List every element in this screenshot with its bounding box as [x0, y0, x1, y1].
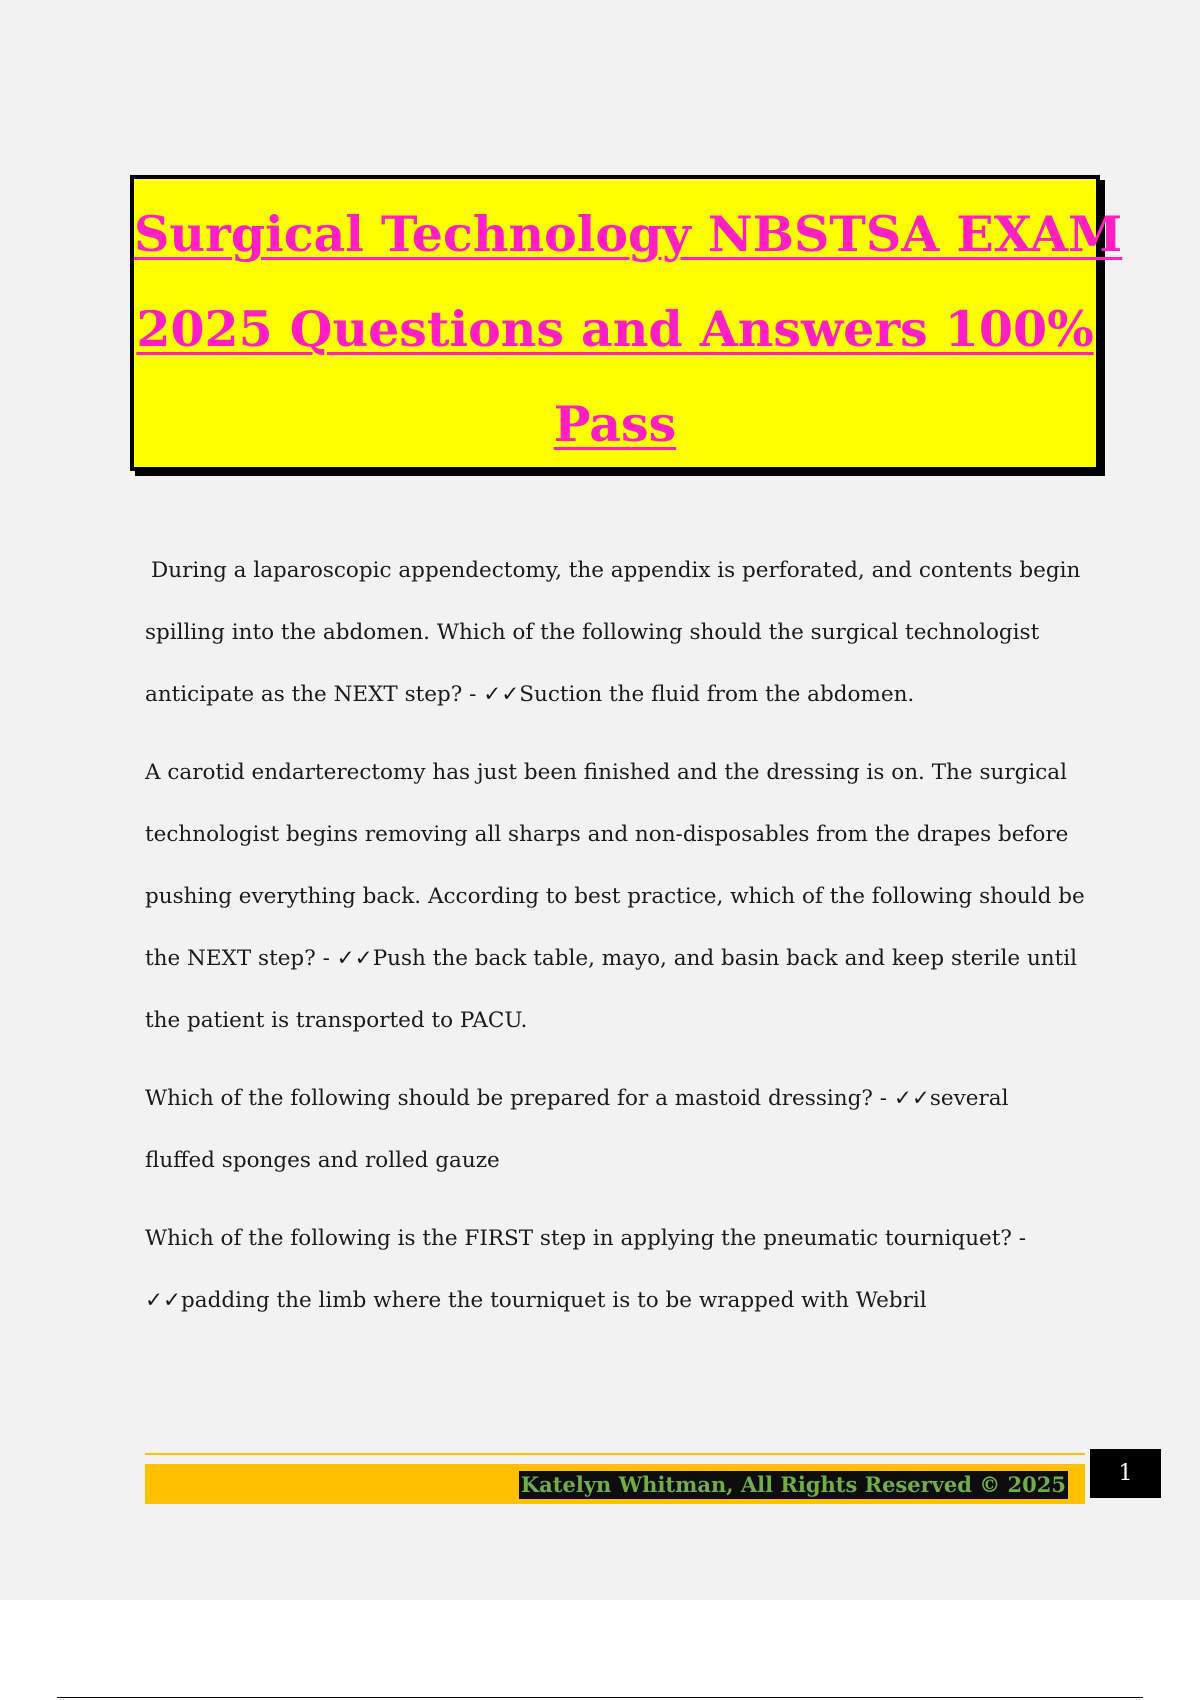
double-check-icon: ✓✓ — [483, 682, 520, 707]
qa-item-2 — [145, 742, 1085, 1052]
footer-copyright: Katelyn Whitman, All Rights Reserved © 2025 — [520, 1472, 1066, 1497]
qa-item-4 — [145, 1208, 1085, 1332]
title-line-2: 2025 Questions and Answers 100% — [136, 300, 1094, 358]
bottom-divider — [57, 1697, 1143, 1698]
title-line-1: Surgical Technology NBSTSA EXAM — [134, 205, 1123, 263]
separator: - — [1011, 1226, 1027, 1251]
title-line-3: Pass — [553, 395, 677, 453]
page-number: 1 — [1090, 1449, 1161, 1498]
answer-text: Suction the fluid from the abdomen. — [519, 682, 915, 707]
separator: - — [315, 946, 337, 971]
footer-bar — [145, 1464, 1085, 1504]
title-box — [130, 175, 1123, 471]
footer-divider — [145, 1453, 1085, 1455]
separator: - — [872, 1086, 894, 1111]
answer-text: Push the back table, mayo, and basin back and keep sterile until the patient is transported to PACU. — [145, 946, 1078, 1033]
qa-item-1 — [145, 540, 1085, 726]
question-text: Which of the following is the FIRST step in applying the pneumatic tourniquet? — [145, 1226, 1012, 1251]
answer-text: several fluffed sponges and rolled gauze — [145, 1086, 1009, 1173]
answer-text: padding the limb where the tourniquet is to be wrapped with Webril — [181, 1288, 927, 1313]
question-text: A carotid endarterectomy has just been finished and the dressing is on. The surgical technologist begins removing all sharps and non-disposables from the drapes before pushing everything back. According to best practice, which of the following should be the NEXT step? — [145, 760, 1085, 971]
qa-item-3 — [145, 1068, 1085, 1192]
double-check-icon: ✓✓ — [145, 1288, 182, 1313]
double-check-icon: ✓✓ — [336, 946, 373, 971]
question-text: Which of the following should be prepared for a mastoid dressing? — [145, 1086, 873, 1111]
separator: - — [462, 682, 484, 707]
qa-list — [145, 540, 1085, 1348]
double-check-icon: ✓✓ — [893, 1086, 930, 1111]
question-text: During a laparoscopic appendectomy, the appendix is perforated, and contents begin spilling into the abdomen. Which of the following should the surgical technologist anticipate as the NEXT step? — [145, 558, 1081, 707]
